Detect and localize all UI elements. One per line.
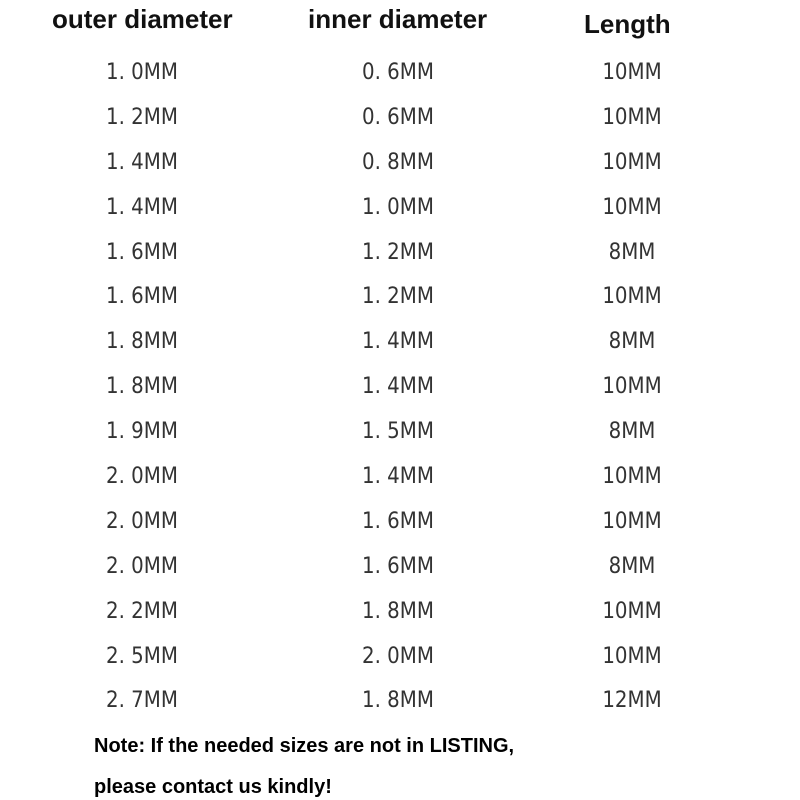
size-table (0, 52, 800, 725)
outer-diameter-cell: 1. 0MM (106, 60, 178, 85)
inner-diameter-cell: 1. 2MM (362, 284, 434, 310)
outer-diameter-cell: 1. 8MM (106, 329, 178, 355)
table-row (0, 97, 800, 142)
inner-diameter-cell: 0. 6MM (362, 104, 434, 130)
header-length: Length (584, 9, 671, 39)
length-cell: 10MM (602, 464, 662, 490)
inner-diameter-cell: 1. 8MM (362, 688, 434, 714)
length-cell: 10MM (602, 104, 662, 130)
table-row (0, 456, 800, 501)
inner-diameter-cell: 1. 4MM (362, 464, 434, 490)
outer-diameter-cell: 1. 8MM (106, 374, 178, 400)
length-cell: 8MM (608, 419, 656, 445)
table-row (0, 321, 800, 366)
inner-diameter-cell: 1. 6MM (362, 508, 434, 534)
header-outer-diameter: outer diameter (52, 4, 233, 34)
inner-diameter-cell: 1. 6MM (362, 553, 434, 579)
note-line-2: please contact us kindly! (94, 776, 332, 798)
length-cell: 8MM (608, 553, 656, 579)
length-cell: 10MM (602, 508, 662, 534)
table-row (0, 142, 800, 187)
outer-diameter-cell: 2. 0MM (106, 464, 178, 490)
table-row (0, 501, 800, 546)
inner-diameter-cell: 0. 8MM (362, 149, 434, 175)
outer-diameter-cell: 1. 9MM (106, 419, 178, 445)
table-row (0, 591, 800, 636)
inner-diameter-cell: 1. 8MM (362, 598, 434, 624)
length-cell: 10MM (602, 598, 662, 624)
outer-diameter-cell: 1. 4MM (106, 149, 178, 175)
length-cell: 10MM (602, 643, 662, 669)
inner-diameter-cell: 1. 2MM (362, 239, 434, 265)
length-cell: 10MM (602, 374, 662, 400)
length-cell: 10MM (602, 149, 662, 175)
outer-diameter-cell: 1. 6MM (106, 239, 178, 265)
length-cell: 10MM (602, 194, 662, 220)
table-row (0, 680, 800, 725)
table-row (0, 52, 800, 97)
outer-diameter-cell: 1. 2MM (106, 104, 178, 130)
length-cell: 10MM (602, 60, 662, 85)
outer-diameter-cell: 2. 0MM (106, 553, 178, 579)
table-row (0, 411, 800, 456)
inner-diameter-cell: 1. 0MM (362, 194, 434, 220)
inner-diameter-cell: 0. 6MM (362, 60, 434, 85)
table-row (0, 636, 800, 681)
length-cell: 8MM (608, 239, 656, 265)
outer-diameter-cell: 2. 0MM (106, 508, 178, 534)
table-row (0, 276, 800, 321)
table-row (0, 366, 800, 411)
inner-diameter-cell: 1. 4MM (362, 374, 434, 400)
outer-diameter-cell: 1. 4MM (106, 194, 178, 220)
outer-diameter-cell: 1. 6MM (106, 284, 178, 310)
length-cell: 8MM (608, 329, 656, 355)
table-row (0, 232, 800, 277)
outer-diameter-cell: 2. 2MM (106, 598, 178, 624)
header-inner-diameter: inner diameter (308, 4, 488, 34)
inner-diameter-cell: 1. 5MM (362, 419, 434, 445)
length-cell: 10MM (602, 284, 662, 310)
note-line-1: Note: If the needed sizes are not in LISTING, (94, 735, 515, 757)
inner-diameter-cell: 1. 4MM (362, 329, 434, 355)
outer-diameter-cell: 2. 5MM (106, 643, 178, 669)
inner-diameter-cell: 2. 0MM (362, 643, 434, 669)
table-row (0, 546, 800, 591)
table-row (0, 187, 800, 232)
length-cell: 12MM (602, 688, 662, 714)
outer-diameter-cell: 2. 7MM (106, 688, 178, 714)
